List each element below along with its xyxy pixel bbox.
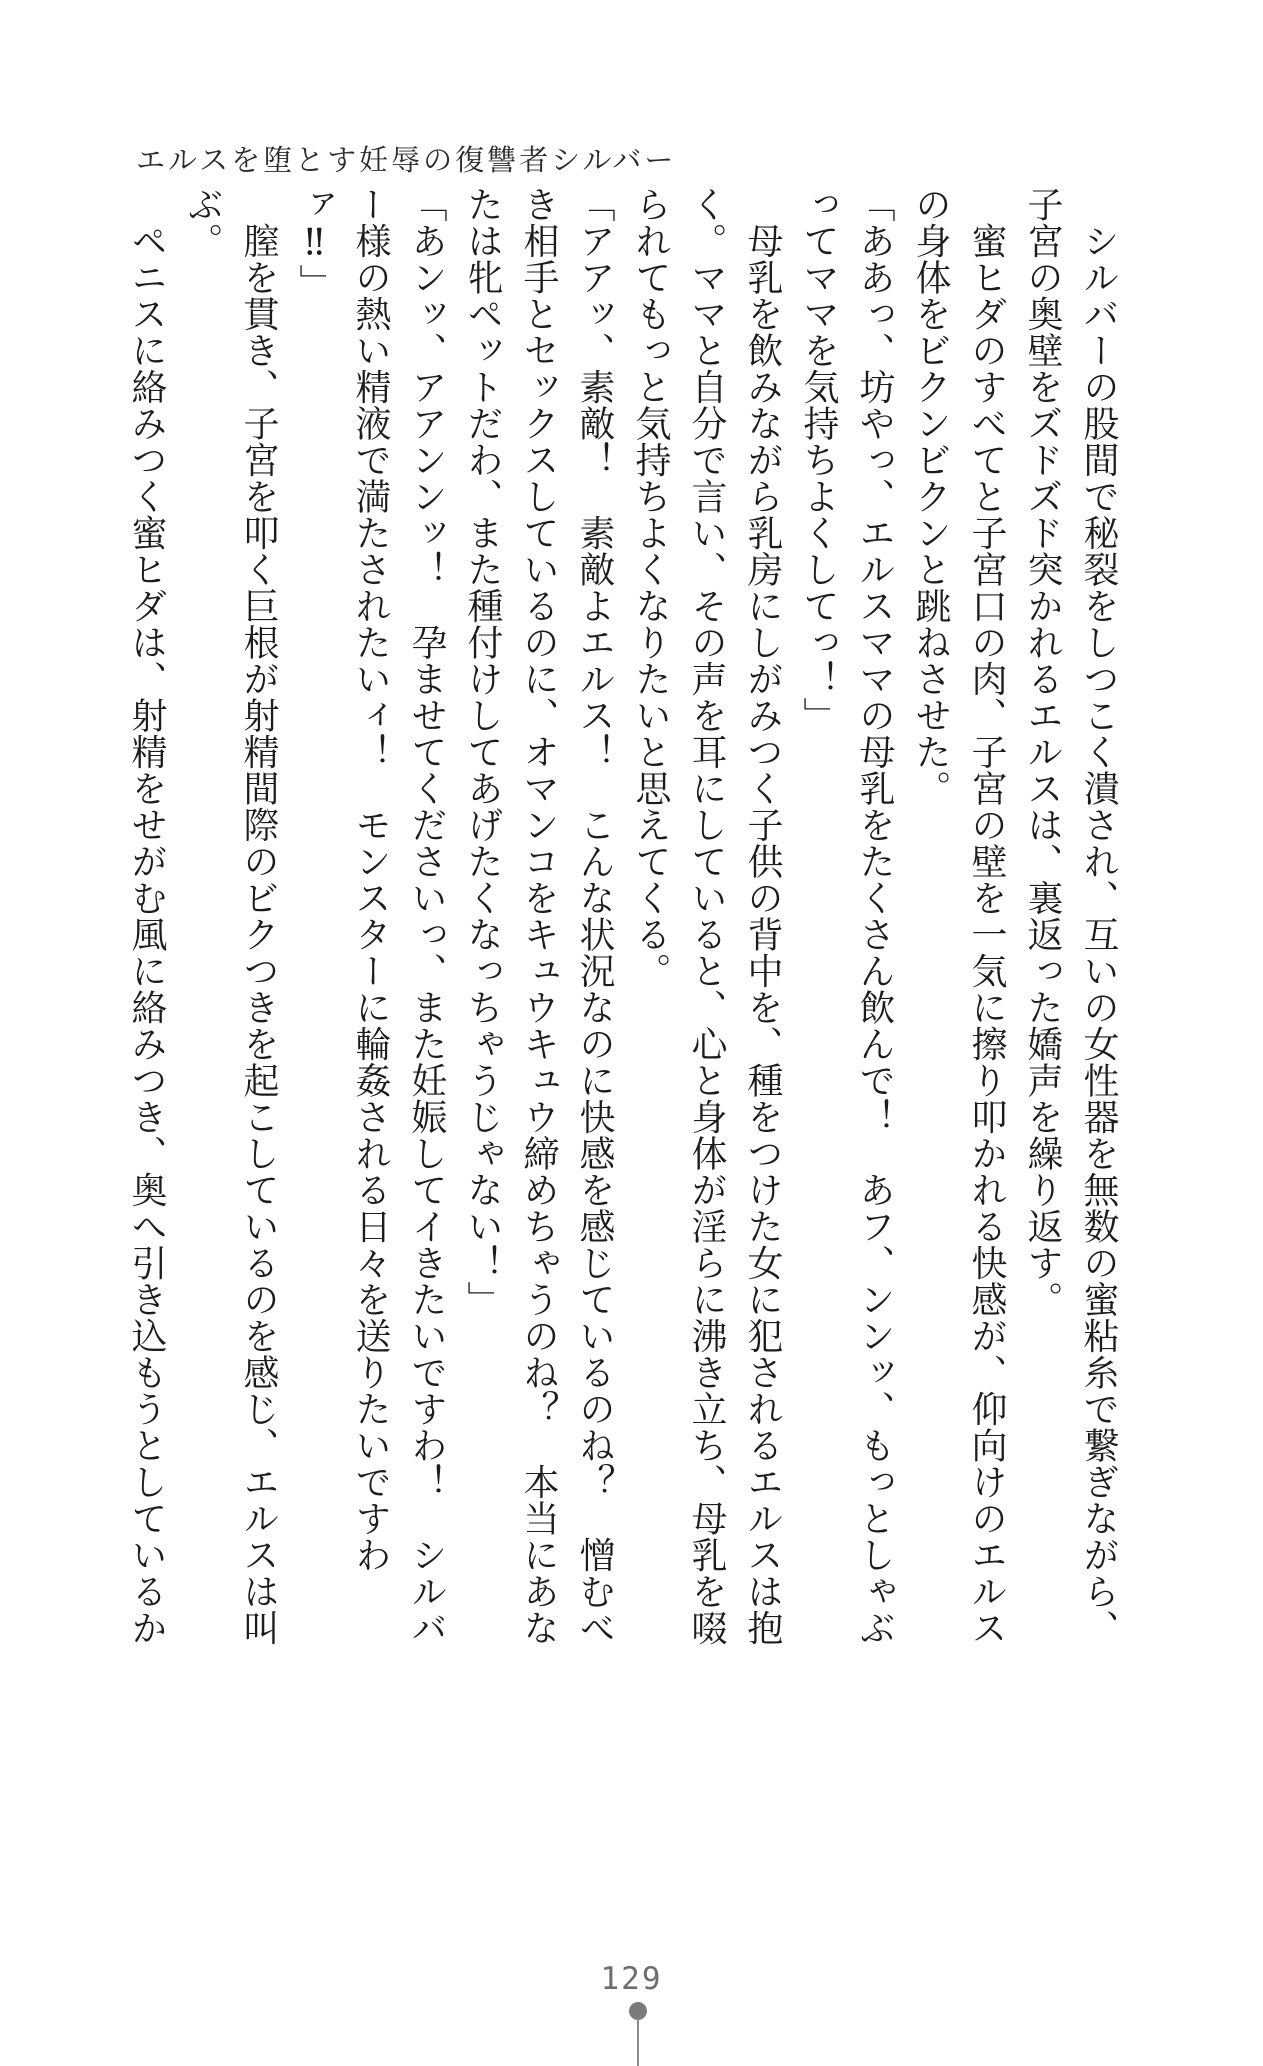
running-header: エルスを堕とす妊辱の復讐者シルバー xyxy=(136,143,677,177)
text-line: 膣を貫き、子宮を叩く巨根が射精間際のビクつきを起こしているのを感じ、エルスは叫 xyxy=(238,186,279,1646)
text-line: 「アアッ、素敵！ 素敵よエルス！ こんな状況なのに快感を感じているのね？ 憎むべ xyxy=(574,186,615,1646)
text-line: シルバーの股間で秘裂をしつこく潰され、互いの女性器を無数の蜜粘糸で繋ぎながら、 xyxy=(1078,186,1119,1646)
text-line: 母乳を飲みながら乳房にしがみつく子供の背中を、種をつけた女に犯されるエルスは抱 xyxy=(742,186,783,1646)
text-line: ー様の熱い精液で満たされたいィ！ モンスターに輪姦される日々を送りたいですわ xyxy=(350,186,391,1573)
text-line: き相手とセックスしているのに、オマンコをキュウキュウ締めちゃうのね？ 本当にあな xyxy=(518,186,559,1646)
text-line: 蜜ヒダのすべてと子宮口の肉、子宮の壁を一気に擦り叩かれる快感が、仰向けのエルス xyxy=(966,186,1007,1646)
text-line: の身体をビクンビクンと跳ねさせた。 xyxy=(910,186,951,807)
text-line: 「あンッ、アアンンッ！ 孕ませてくださいっ、また妊娠してイきたいですわ！ シルバ xyxy=(406,186,447,1646)
text-line: ァ‼」 xyxy=(294,186,335,301)
text-line: ってママを気持ちよくしてっ！」 xyxy=(798,186,839,734)
text-line: たは牝ペットだわ、また種付けしてあげたくなっちゃうじゃない！」 xyxy=(462,186,503,1318)
text-line: 子宮の奥壁をズドズド突かれるエルスは、裏返った嬌声を繰り返す。 xyxy=(1022,186,1063,1318)
text-line: ぶ。 xyxy=(182,186,223,259)
page-number: 129 xyxy=(600,1961,663,1997)
text-line: ペニスに絡みつく蜜ヒダは、射精をせがむ風に絡みつき、奥へ引き込もうとしているか xyxy=(126,186,167,1646)
text-line: 「ああっ、坊やっ、エルスママの母乳をたくさん飲んで！ あフ、ンンッ、もっとしゃぶ xyxy=(854,186,895,1646)
text-line: られてもっと気持ちよくなりたいと思えてくる。 xyxy=(630,186,671,989)
body-text xyxy=(118,186,1126,1656)
text-line: く。ママと自分で言い、その声を耳にしていると、心と身体が淫らに沸き立ち、母乳を啜 xyxy=(686,186,727,1646)
footer-line-ornament xyxy=(637,2018,639,2066)
